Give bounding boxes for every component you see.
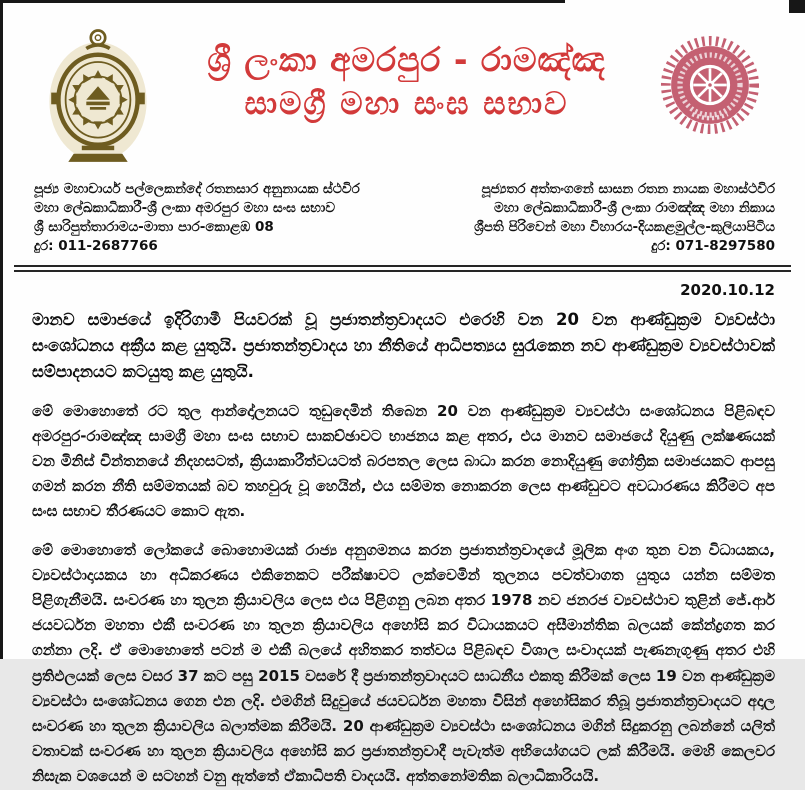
left-phone: දුර: 011-2687766 <box>34 237 158 254</box>
left-address: ශ්‍රී සාරිපුත්තාරාමය-මාතා පාර-කොළඹ 08 <box>34 218 274 235</box>
contact-blocks <box>0 176 805 256</box>
document-date: 2020.10.12 <box>680 280 775 299</box>
statement-headline: මානව සමාජයේ ඉදිරිගාමී පියවරක් වූ ප්‍රජාතන්ත්‍රවාදයට එරෙහි වන 20 වන ආණ්ඩුක්‍රම ව්‍යවස්ථා සංශෝධනය අක්‍රීය කළ යුතුයි. ප්‍රජාතන්ත්‍රවාදය හා නීතියේ ආධිපත්‍යය සුරැකෙන නව ආණ්ඩුක්‍රම ව්‍යවස්ථාවක් සම්පාදනයට කටයුතු කළ යුතුයි. <box>32 309 775 382</box>
contact-block-right <box>474 180 775 256</box>
ramanna-dharma-wheel-seal-icon <box>657 24 767 142</box>
title-line-1: ශ්‍රී ලංකා අමරපුර - රාමඤ්ඤ <box>207 40 606 79</box>
body-paragraph-2: මේ මොහොතේ ලෝකයේ බොහොමයක් රාජ්‍ය අනුගමනය කරන ප්‍රජාතන්ත්‍රවාදයේ මූලික අංග තුන වන විධායකය, ව්‍යවස්ථාදායකය හා අධිකරණය එකිනෙකට පරීක්ෂාවට ලක්වෙමින් තුලනය පවත්වාගත යුතුය යන්න සම්මත පිළිගැනීමයි. සංවරණ හා තුලන ක්‍රියාවලිය ලෙස එය පිළිගනු ලබන අතර 1978 නව ජනරජ ව්‍යවස්ථාව තුළින් ජේ.ආර් ජයවර්ධන මහතා එකී සංවරණ හා තුලන ක්‍රියාවලිය අහෝසි කර විධායකයට අසීමාන්තික බලයක් කේන්ද්‍රගත කර ගන්නා ලදි. ඒ මොහොතේ පටන් ම එකී බලයේ අහිතකර තත්වය පිළිබඳව විශාල සංවාදයක් පැණනැගුණු අතර එහි ප්‍රතිඵලයක් ලෙස වසර 37 කට පසු 2015 වසරේ දී ප්‍රජාතන්ත්‍රවාදයට සාධනීය එකතු කිරීමක් ලෙස 19 වන ආණ්ඩුක්‍රම ව්‍යවස්ථා සංශෝධනය ගෙන එන ලදි. එමගින් සිදුවුයේ ජයවර්ධන මහතා විසින් අහෝසිකර තිබූ ප්‍රජාතන්ත්‍රවාදයට අදාල සංවරණ හා තුලන ක්‍රියාවලිය බලාත්මක කිරීමයි. 20 ආණ්ඩුක්‍රම ව්‍යවස්ථා සංශෝධනය මගින් සිදුකරනු ලබන්නේ යලිත් වතාවක් සංවරණ හා තුලන ක්‍රියාවලිය අහෝසි කර ප්‍රජාතන්ත්‍රවාදී පැවැත්ම අභියෝගයට ලක් කිරීමයි. මෙහි කෙලවර නිසැක වශයෙන් ම සටහන් වනු ඇත්තේ ඒකාධිපති වාදයයි. අත්තනෝමතික බලාධිකාරියයි. <box>32 540 775 786</box>
title-line-2: සාමග්‍රී මහා සංඝ සභාව <box>244 85 569 122</box>
left-secretary-name: පූජ්‍ය මහාචාර්ය පල්ලෙකන්දේ රතනසාර අනුනායක ස්ථවිර <box>34 181 360 197</box>
body-paragraph-1: මේ මොහොතේ රට තුල ආන්දෝලනයට තුඩුදෙමින් තිබෙන 20 වන ආණ්ඩුක්‍රම ව්‍යවස්ථා සංශෝධනය පිළිබඳව අමරපුර-රාමඤ්ඤ සාමග්‍රී මහා සංඝ සභාව සාකච්ඡාවට භාජනය කළ අතර, එය මානව සමාජයේ දියුණු ලක්ෂණයක් වන මිනිස් චින්තනයේ නිදහසටත්, ක්‍රියාකාරීත්වයටත් බරපතල ලෙස බාධා කරන නොදියුණු ගෝත්‍රික සමාජයකට ආපසු ගමන් කරන නීති සම්මතයක් බව තහවුරු වූ හෙයින්, එය සම්මත නොකරන ලෙස ආණ්ඩුවට අවධාරණය කිරීමට අප සංඝ සභාව තීරණයට කොට ඇත. <box>32 401 775 521</box>
scan-corner-artifact <box>789 0 805 13</box>
right-phone: දුර: 071-8297580 <box>651 237 775 254</box>
right-secretary-title: මහා ලේඛකාධිකාරී-ශ්‍රී ලංකා රාමඤ්ඤ මහා නිකාය <box>494 199 775 216</box>
double-rule-divider <box>14 265 791 272</box>
amarapura-sangha-crest-icon <box>44 24 156 176</box>
contact-block-left <box>34 180 360 256</box>
left-secretary-title: මහා ලේඛකාධිකාරී-ශ්‍රී ලංකා අමරපුර මහා සංඝ සභාව <box>34 199 336 216</box>
letterhead <box>0 0 805 176</box>
right-address: ශ්‍රීපති පිරිවෙන් මහා විහාරය-දියකළමුල්ල-කුලියාපිටිය <box>474 218 775 235</box>
right-secretary-name: පූජ්‍යතර අත්තංගනේ සාසන රතන නායක මහාස්ථවිර <box>481 181 775 197</box>
scan-edge-top <box>0 0 565 3</box>
organization-title <box>156 24 657 126</box>
scan-edge-left <box>0 0 3 659</box>
